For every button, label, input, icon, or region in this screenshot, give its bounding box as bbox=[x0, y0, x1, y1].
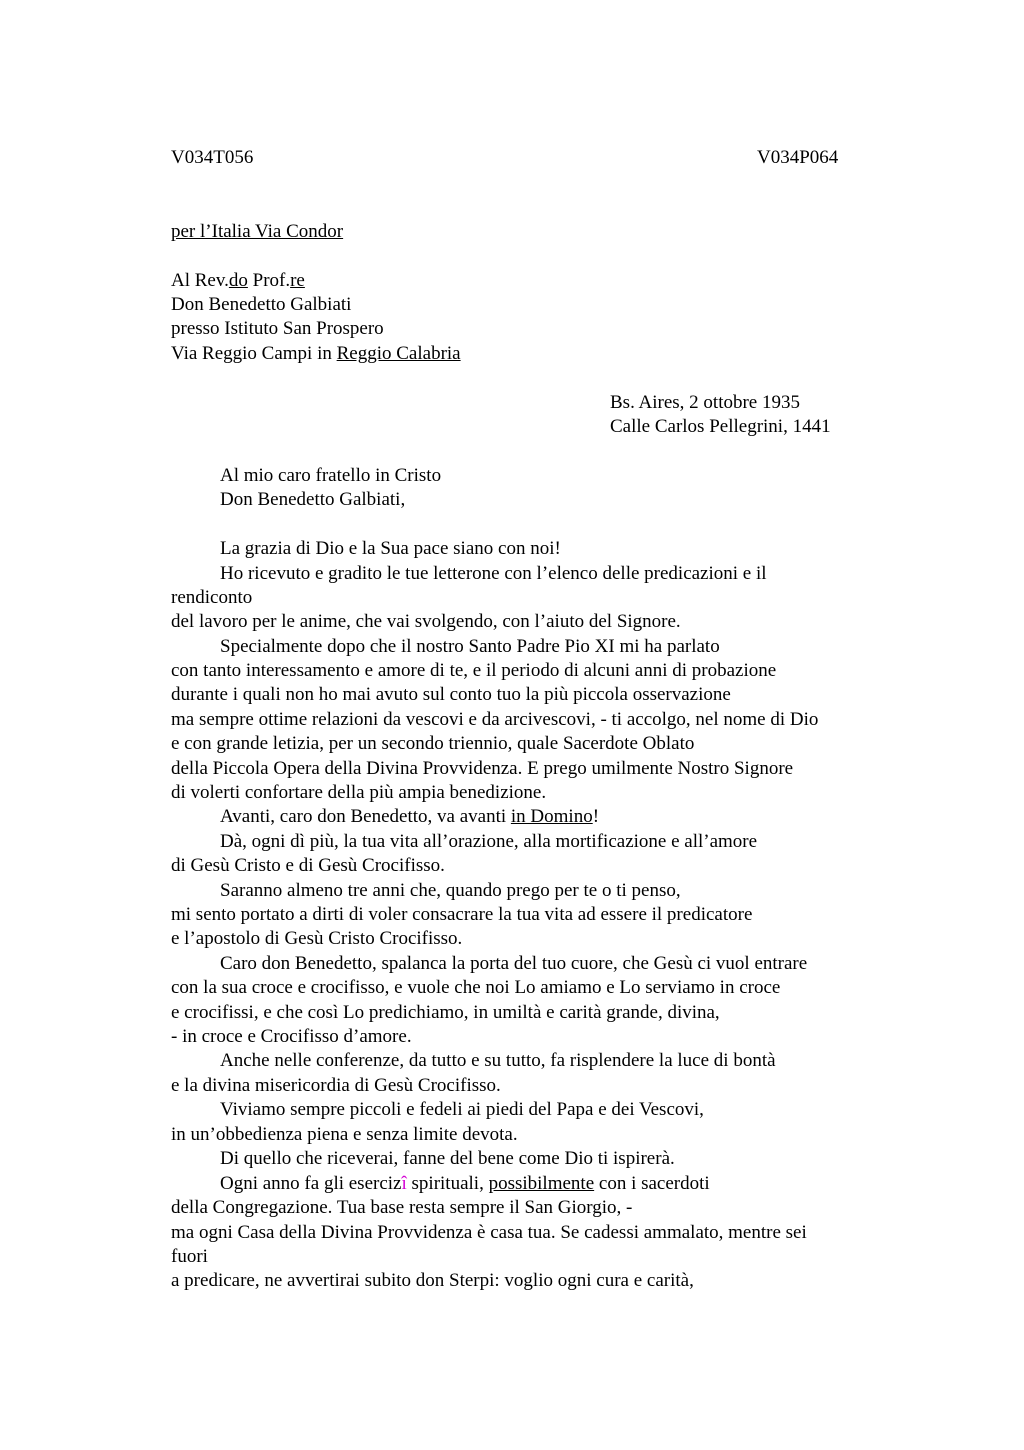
body-line: della Piccola Opera della Divina Provvidenza. E prego umilmente Nostro Signore bbox=[171, 758, 794, 779]
body-line: e l’apostolo di Gesù Cristo Crocifisso. bbox=[171, 928, 463, 949]
body-line: - in croce e Crocifisso d’amore. bbox=[171, 1026, 412, 1047]
latin-phrase: in Domino bbox=[510, 806, 593, 827]
body-text: ! bbox=[592, 806, 600, 827]
salutation-line-2: Don Benedetto Galbiati, bbox=[220, 489, 406, 510]
document-code-left: V034T056 bbox=[171, 147, 254, 168]
salutation-line-1: Al mio caro fratello in Cristo bbox=[220, 465, 442, 486]
body-line: Saranno almeno tre anni che, quando prego per te o ti penso, bbox=[220, 880, 681, 901]
body-text: Ogni anno fa gli eserciz bbox=[220, 1173, 402, 1194]
address-title-c: Prof. bbox=[247, 270, 291, 291]
address-line-3: presso Istituto San Prospero bbox=[171, 318, 384, 339]
routing-line: per l’Italia Via Condor bbox=[171, 221, 344, 242]
body-line: ma ogni Casa della Divina Provvidenza è casa tua. Se cadessi ammalato, mentre sei bbox=[171, 1222, 807, 1243]
address-line-1 bbox=[171, 269, 305, 293]
body-line: di volerti confortare della più ampia benedizione. bbox=[171, 782, 547, 803]
body-line: e la divina misericordia di Gesù Crocifisso. bbox=[171, 1075, 501, 1096]
body-line: e con grande letizia, per un secondo triennio, quale Sacerdote Oblato bbox=[171, 733, 695, 754]
body-line: durante i quali non ho mai avuto sul conto tuo la più piccola osservazione bbox=[171, 684, 731, 705]
highlighted-character: î bbox=[401, 1173, 407, 1194]
body-line: Anche nelle conferenze, da tutto e su tutto, fa risplendere la luce di bontà bbox=[220, 1050, 776, 1071]
body-line: Viviamo sempre piccoli e fedeli ai piedi del Papa e dei Vescovi, bbox=[220, 1099, 704, 1120]
address-title-a: Al Rev. bbox=[171, 270, 229, 291]
body-line: Di quello che riceverai, fanne del bene come Dio ti ispirerà. bbox=[220, 1148, 675, 1169]
body-line: La grazia di Dio e la Sua pace siano con noi! bbox=[220, 538, 561, 559]
body-line: mi sento portato a dirti di voler consacrare la tua vita ad essere il predicatore bbox=[171, 904, 753, 925]
address-line-2: Don Benedetto Galbiati bbox=[171, 294, 352, 315]
document-code-right: V034P064 bbox=[757, 147, 839, 168]
dateline-date: Bs. Aires, 2 ottobre 1935 bbox=[610, 392, 800, 413]
body-line: del lavoro per le anime, che vai svolgendo, con l’aiuto del Signore. bbox=[171, 611, 681, 632]
address-street: Via Reggio Campi in bbox=[171, 343, 337, 364]
body-line bbox=[220, 1172, 710, 1196]
body-text: con i sacerdoti bbox=[594, 1173, 710, 1194]
underlined-word: possibilmente bbox=[488, 1173, 595, 1194]
body-line: a predicare, ne avvertirai subito don Sterpi: voglio ogni cura e carità, bbox=[171, 1270, 694, 1291]
address-title-b: do bbox=[228, 270, 248, 291]
body-line: e crocifissi, e che così Lo predichiamo, in umiltà e carità grande, divina, bbox=[171, 1002, 720, 1023]
body-line: della Congregazione. Tua base resta sempre il San Giorgio, - bbox=[171, 1197, 633, 1218]
address-line-4 bbox=[171, 342, 461, 366]
body-line: Caro don Benedetto, spalanca la porta del tuo cuore, che Gesù ci vuol entrare bbox=[220, 953, 808, 974]
body-text: Avanti, caro don Benedetto, va avanti bbox=[220, 806, 511, 827]
body-line: rendiconto bbox=[171, 587, 253, 608]
body-line: ma sempre ottime relazioni da vescovi e da arcivescovi, - ti accolgo, nel nome di Dio bbox=[171, 709, 819, 730]
address-city: Reggio Calabria bbox=[336, 343, 461, 364]
body-line: fuori bbox=[171, 1246, 208, 1267]
address-title-d: re bbox=[290, 270, 305, 291]
body-line: Dà, ogni dì più, la tua vita all’orazione, alla mortificazione e all’amore bbox=[220, 831, 758, 852]
dateline-street: Calle Carlos Pellegrini, 1441 bbox=[610, 416, 831, 437]
body-text: spirituali, bbox=[406, 1173, 489, 1194]
body-line: Ho ricevuto e gradito le tue letterone con l’elenco delle predicazioni e il bbox=[220, 563, 767, 584]
body-line: in un’obbedienza piena e senza limite devota. bbox=[171, 1124, 518, 1145]
body-line: con tanto interessamento e amore di te, e il periodo di alcuni anni di probazione bbox=[171, 660, 777, 681]
body-line: di Gesù Cristo e di Gesù Crocifisso. bbox=[171, 855, 445, 876]
body-line bbox=[220, 805, 599, 829]
body-line: con la sua croce e crocifisso, e vuole che noi Lo amiamo e Lo serviamo in croce bbox=[171, 977, 781, 998]
body-line: Specialmente dopo che il nostro Santo Padre Pio XI mi ha parlato bbox=[220, 636, 720, 657]
